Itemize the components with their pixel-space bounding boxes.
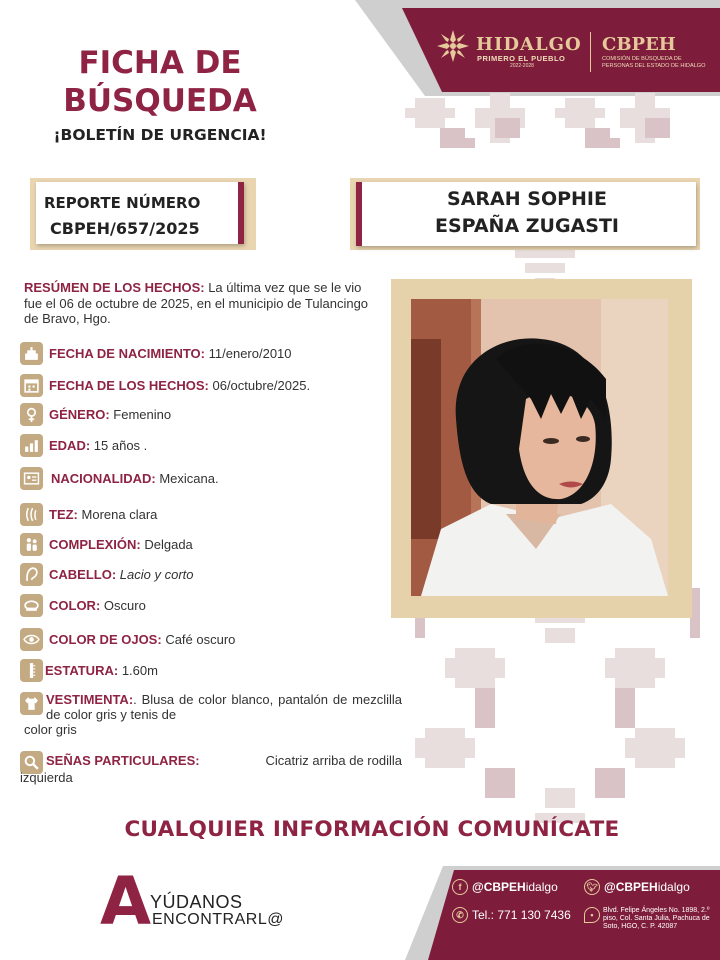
title-line-1: FICHA DE (78, 45, 242, 81)
fact-value: Café oscuro (165, 632, 236, 647)
fact-value: Lacio y corto (119, 567, 194, 582)
clothing-row (20, 692, 43, 715)
fact-label: COLOR: (49, 598, 101, 613)
fact-row-birthdate (20, 342, 292, 365)
person-name-line-1: SARAH SOPHIE (447, 188, 607, 210)
urgency-subtitle: ¡BOLETÍN DE URGENCIA! (53, 126, 267, 144)
agency-acronym: CBPEH (602, 34, 676, 55)
call-to-action: CUALQUIER INFORMACIÓN COMUNÍCATE (124, 817, 620, 842)
missing-person-photo (411, 299, 668, 596)
fact-value: Morena clara (81, 507, 158, 522)
skin-icon (20, 503, 43, 526)
fact-label: EDAD: (49, 438, 91, 453)
page-title (30, 44, 290, 120)
report-label: REPORTE NÚMERO (44, 194, 201, 212)
fact-label: TEZ: (49, 507, 78, 522)
report-number: CBPEH/657/2025 (50, 219, 200, 238)
summary-text: La última vez que se le vio fue el 06 de octubre de 2025, en el municipio de Tulancingo de Bravo, Hgo. (24, 280, 369, 326)
clothing-description-end: color gris (24, 722, 77, 737)
eye-icon (20, 628, 43, 651)
body-icon (20, 533, 43, 556)
twitter-handle-rest: idalgo (657, 880, 690, 894)
twitter-icon[interactable]: 🐦︎ (584, 879, 600, 895)
fact-label: FECHA DE NACIMIENTO: (49, 346, 205, 361)
address: Blvd. Felipe Ángeles No. 1898, 2.º piso, Col. Santa Julia, Pachuca de Soto, HGO, C. P. 42087 (603, 907, 710, 931)
fact-row-build (20, 533, 193, 556)
fact-label: GÉNERO: (49, 407, 110, 422)
logo-hidalgo-text: HIDALGO (476, 34, 582, 55)
fact-label: COLOR DE OJOS: (49, 632, 162, 647)
fact-row-height (20, 659, 158, 682)
fact-label: COMPLEXIÓN: (49, 537, 141, 552)
campaign-logo-line-1: YÚDANOS (150, 892, 243, 912)
fact-row-nationality (20, 467, 219, 490)
fact-value: Delgada (144, 537, 193, 552)
agency-name: COMISIÓN DE BÚSQUEDA DE PERSONAS DEL ESTADO DE HIDALGO (602, 56, 706, 69)
fact-row-event-date (20, 374, 310, 397)
fact-label: NACIONALIDAD: (51, 471, 156, 486)
fact-row-skin (20, 503, 157, 526)
marks-description-end: izquierda (20, 770, 73, 785)
fact-value: 06/octubre/2025. (212, 378, 311, 393)
summary-label: RESÚMEN DE LOS HECHOS: (24, 280, 205, 295)
title-line-2: BÚSQUEDA (63, 83, 257, 119)
height-icon (20, 659, 43, 682)
fact-row-age (20, 434, 147, 457)
gender-icon (20, 403, 43, 426)
marks-description: Cicatriz arriba de rodilla (265, 753, 402, 768)
age-icon (20, 434, 43, 457)
hidalgo-flower-logo-icon (435, 28, 471, 64)
campaign-logo-letter: A (100, 863, 152, 940)
cake-icon (20, 342, 43, 365)
logo-divider (590, 32, 591, 72)
fact-value: Femenino (113, 407, 172, 422)
fact-row-eye-color (20, 628, 235, 651)
clothing-text (46, 692, 402, 722)
calendar-icon (20, 374, 43, 397)
fact-value: Oscuro (103, 598, 146, 613)
logo-slogan: PRIMERO EL PUEBLO (477, 54, 566, 63)
fact-label: FECHA DE LOS HECHOS: (49, 378, 209, 393)
twitter-handle[interactable] (604, 880, 690, 894)
marks-text (46, 753, 402, 768)
clothing-description: . Blusa de color blanco, pantalón de mezclilla de color gris y tenis de (46, 692, 402, 722)
hair-icon (20, 563, 43, 586)
twitter-handle-bold: @CBPEH (604, 880, 658, 894)
person-name-line-2: ESPAÑA ZUGASTI (435, 215, 619, 237)
summary-block (24, 280, 370, 327)
id-card-icon (20, 467, 43, 490)
person-name (362, 186, 692, 240)
fact-row-gender (20, 403, 171, 426)
fact-value: Mexicana. (159, 471, 219, 486)
phone-icon: ✆ (452, 907, 468, 923)
marks-label: SEÑAS PARTICULARES: (46, 753, 200, 768)
fact-value: 15 años . (93, 438, 148, 453)
fact-row-hair (20, 563, 194, 586)
facebook-handle[interactable] (472, 880, 558, 894)
phone-number[interactable]: Tel.: 771 130 7436 (472, 908, 571, 922)
fact-value: 1.60m (121, 663, 158, 678)
facebook-handle-bold: @CBPEH (472, 880, 526, 894)
logo-years: 2022-2028 (510, 63, 534, 69)
fact-label: CABELLO: (49, 567, 117, 582)
fact-label: ESTATURA: (45, 663, 119, 678)
shirt-icon (20, 692, 43, 715)
location-pin-icon: • (584, 907, 600, 923)
fact-row-hair-color (20, 594, 146, 617)
facebook-handle-rest: idalgo (525, 880, 558, 894)
color-icon (20, 594, 43, 617)
campaign-logo-line-2: ENCONTRARL@ (152, 911, 284, 928)
facebook-icon[interactable]: f (452, 879, 468, 895)
fact-value: 11/enero/2010 (208, 346, 292, 361)
clothing-label: VESTIMENTA: (46, 692, 134, 707)
